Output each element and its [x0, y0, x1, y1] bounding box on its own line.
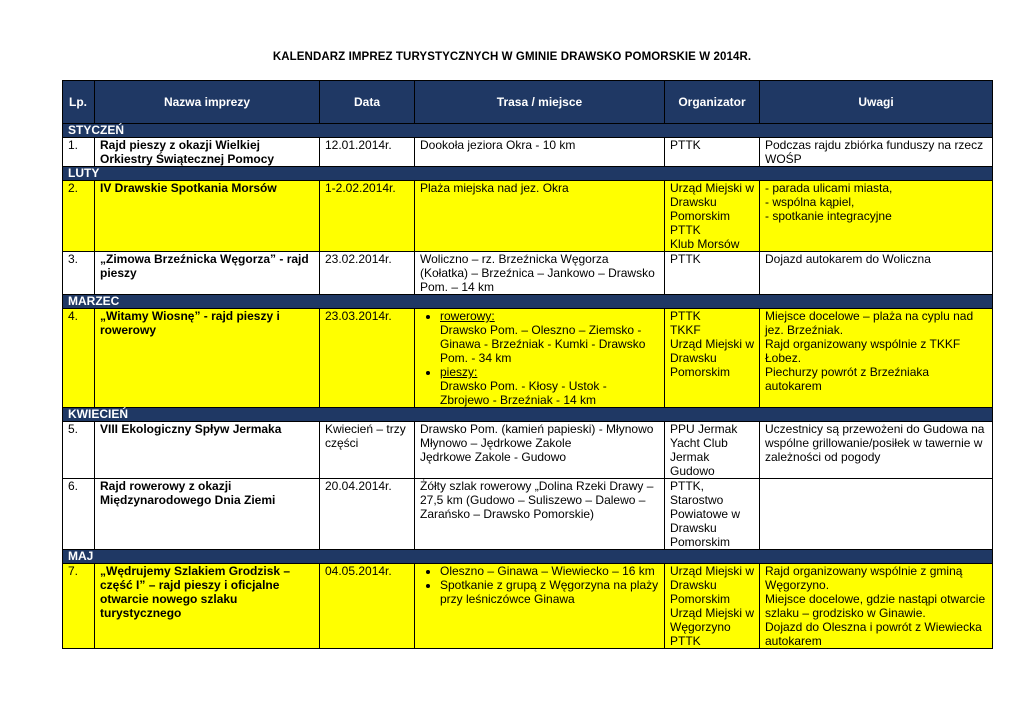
- table-row: [63, 252, 993, 295]
- route-item: [440, 365, 659, 407]
- row-route: [415, 564, 665, 649]
- organizer-line: Urząd Miejski w Drawsku Pomorskim: [670, 337, 755, 379]
- month-label: KWIECIEŃ: [63, 408, 993, 422]
- organizer-line: Gudowo: [670, 464, 715, 478]
- row-route: Dookoła jeziora Okra - 10 km: [415, 138, 665, 167]
- row-event-name: Rajd rowerowy z okazji Międzynarodowego Dnia Ziemi: [95, 479, 320, 550]
- row-organizer: PTTK: [665, 252, 760, 295]
- row-date: 20.04.2014r.: [320, 479, 415, 550]
- route-text: Drawsko Pom. – Oleszno – Ziemsko - Ginawa - Brzeźniak - Kumki - Drawsko Pom. - 34 km: [440, 323, 646, 365]
- row-lp: 6.: [63, 479, 95, 550]
- note-line: - spotkanie integracyjne: [765, 209, 892, 223]
- note-line: - parada ulicami miasta,: [765, 181, 893, 195]
- month-row-january: [63, 124, 993, 138]
- row-organizer: [665, 309, 760, 408]
- organizer-line: Klub Morsów: [670, 237, 740, 251]
- row-event-name: VIII Ekologiczny Spływ Jermaka: [95, 422, 320, 479]
- row-event-name: IV Drawskie Spotkania Morsów: [95, 181, 320, 252]
- row-route: Woliczno – rz. Brzeźnicka Węgorza (Kołatka) – Brzeźnica – Jankowo – Drawsko Pom. – 14 km: [415, 252, 665, 295]
- table-row: [63, 309, 993, 408]
- month-row-april: [63, 408, 993, 422]
- row-lp: 2.: [63, 181, 95, 252]
- header-row: [63, 81, 993, 124]
- row-event-name: „Zimowa Brzeźnicka Węgorza” - rajd pieszy: [95, 252, 320, 295]
- row-notes: [760, 564, 993, 649]
- organizer-line: Urząd Miejski w Drawsku Pomorskim: [670, 181, 755, 223]
- organizer-line: PTTK: [670, 309, 701, 323]
- month-label: LUTY: [63, 167, 993, 181]
- organizer-line: Yacht Club Jermak: [670, 436, 728, 464]
- note-line: - wspólna kąpiel,: [765, 195, 855, 209]
- row-lp: 5.: [63, 422, 95, 479]
- organizer-line: PTTK: [670, 223, 701, 237]
- note-line: Rajd organizowany wspólnie z TKKF Łobez.: [765, 337, 961, 365]
- header-organizer: Organizator: [665, 81, 760, 124]
- header-date: Data: [320, 81, 415, 124]
- row-lp: 7.: [63, 564, 95, 649]
- route-list: [420, 309, 659, 407]
- organizer-line: Starostwo Powiatowe w Drawsku Pomorskim: [670, 493, 741, 549]
- row-route: Żółty szlak rowerowy „Dolina Rzeki Drawy – 27,5 km (Gudowo – Suliszewo – Dalewo – Zarańsko – Drawsko Pomorskie): [415, 479, 665, 550]
- month-label: STYCZEŃ: [63, 124, 993, 138]
- row-organizer: [665, 422, 760, 479]
- row-event-name: „Wędrujemy Szlakiem Grodzisk – część I” – rajd pieszy i oficjalne otwarcie nowego szlaku turystycznego: [95, 564, 320, 649]
- note-line: Piechurzy powrót z Brzeźniaka autokarem: [765, 365, 930, 393]
- route-label: rowerowy:: [440, 309, 495, 323]
- organizer-line: PPU Jermak: [670, 422, 738, 436]
- row-notes: Uczestnicy są przewożeni do Gudowa na wspólne grillowanie/posiłek w tawernie w zależności od pogody: [760, 422, 993, 479]
- table-row: [63, 479, 993, 550]
- row-notes: Podczas rajdu zbiórka funduszy na rzecz WOŚP: [760, 138, 993, 167]
- row-organizer: [665, 564, 760, 649]
- events-table: [62, 80, 993, 649]
- header-notes: Uwagi: [760, 81, 993, 124]
- month-row-march: [63, 295, 993, 309]
- table-row: [63, 422, 993, 479]
- header-lp: Lp.: [63, 81, 95, 124]
- row-event-name: Rajd pieszy z okazji Wielkiej Orkiestry Świątecznej Pomocy: [95, 138, 320, 167]
- route-item: [440, 309, 659, 365]
- table-row: [63, 138, 993, 167]
- note-line: Miejsce docelowe, gdzie nastąpi otwarcie szlaku – grodzisko w Ginawie.: [765, 592, 986, 620]
- note-line: Dojazd do Oleszna i powrót z Wiewiecka autokarem: [765, 620, 982, 648]
- row-notes: [760, 181, 993, 252]
- note-line: Rajd organizowany wspólnie z gminą Węgorzyno.: [765, 564, 963, 592]
- row-date: 23.02.2014r.: [320, 252, 415, 295]
- organizer-line: TKKF: [670, 323, 701, 337]
- organizer-line: Urząd Miejski w Drawsku Pomorskim: [670, 564, 755, 606]
- row-lp: 1.: [63, 138, 95, 167]
- row-organizer: [665, 479, 760, 550]
- month-label: MAJ: [63, 550, 993, 564]
- row-route: [415, 309, 665, 408]
- table-row: [63, 181, 993, 252]
- route-text: Drawsko Pom. - Kłosy - Ustok - Zbrojewo - Brzeźniak - 14 km: [440, 379, 607, 407]
- row-notes: [760, 309, 993, 408]
- route-item: • Spotkanie z grupą z Węgorzyna na plaży przy leśniczówce Ginawa: [440, 578, 659, 606]
- note-line: Miejsce docelowe – plaża na cyplu nad jez. Brzeźniak.: [765, 309, 974, 337]
- row-notes: [760, 479, 993, 550]
- row-lp: 4.: [63, 309, 95, 408]
- header-route: Trasa / miejsce: [415, 81, 665, 124]
- route-line: Młynowo – Jędrkowe Zakole: [420, 436, 572, 450]
- row-organizer: PTTK: [665, 138, 760, 167]
- row-lp: 3.: [63, 252, 95, 295]
- header-name: Nazwa imprezy: [95, 81, 320, 124]
- row-notes: Dojazd autokarem do Woliczna: [760, 252, 993, 295]
- month-row-may: [63, 550, 993, 564]
- organizer-line: PTTK: [670, 634, 701, 648]
- route-item: • Oleszno – Ginawa – Wiewiecko – 16 km: [440, 564, 659, 578]
- organizer-line: Urząd Miejski w Węgorzyno: [670, 606, 755, 634]
- row-date: Kwiecień – trzy części: [320, 422, 415, 479]
- row-date: 1-2.02.2014r.: [320, 181, 415, 252]
- row-event-name: „Witamy Wiosnę” - rajd pieszy i rowerowy: [95, 309, 320, 408]
- month-row-february: [63, 167, 993, 181]
- route-line: Drawsko Pom. (kamień papieski) - Młynowo: [420, 422, 654, 436]
- route-list: [420, 564, 659, 606]
- row-route: [415, 422, 665, 479]
- row-date: 23.03.2014r.: [320, 309, 415, 408]
- row-date: 04.05.2014r.: [320, 564, 415, 649]
- month-label: MARZEC: [63, 295, 993, 309]
- row-route: Plaża miejska nad jez. Okra: [415, 181, 665, 252]
- row-organizer: [665, 181, 760, 252]
- route-line: Jędrkowe Zakole - Gudowo: [420, 450, 567, 464]
- row-date: 12.01.2014r.: [320, 138, 415, 167]
- table-row: [63, 564, 993, 649]
- page-title: KALENDARZ IMPREZ TURYSTYCZNYCH W GMINIE DRAWSKO POMORSKIE W 2014R.: [272, 51, 752, 63]
- organizer-line: PTTK,: [670, 479, 705, 493]
- route-label: pieszy:: [440, 365, 478, 379]
